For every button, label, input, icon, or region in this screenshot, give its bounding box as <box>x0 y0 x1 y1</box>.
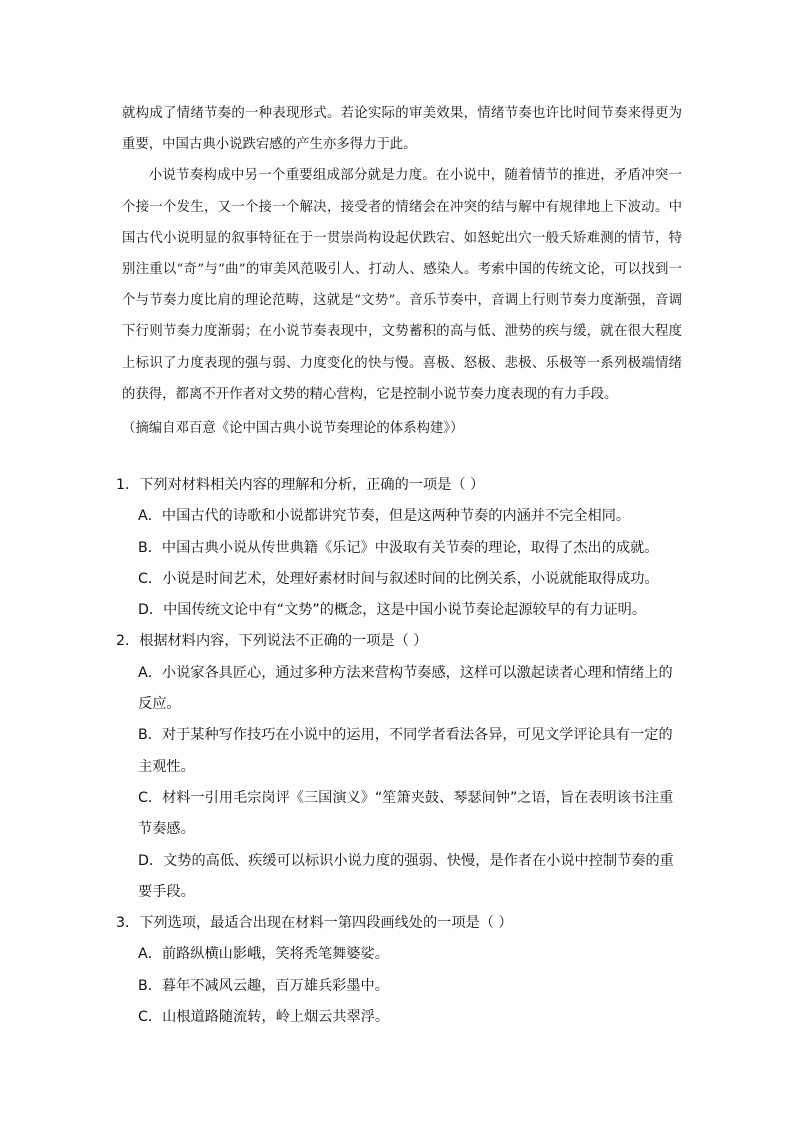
passage-paragraph-1: 就构成了情绪节奏的一种表现形式。若论实际的审美效果，情绪节奏也许比时间节奏来得更为重要，中国古典小说跌宕感的产生亦多得力于此。 <box>122 106 682 153</box>
question-stem: 3．下列选项，最适合出现在材料一第四段画线处的一项是（ ） <box>116 915 513 932</box>
option-c: C．材料一引用毛宗岗评《三国演义》“笙箫夹鼓、琴瑟间钟”之语，旨在表明该书注重节奏感。 <box>138 789 674 838</box>
passage-paragraph-2: 小说节奏构成中另一个重要组成部分就是力度。在小说中，随着情节的推进，矛盾冲突一个接一个发生，又一个接一个解决，接受者的情绪会在冲突的结与解中有规律地上下波动。中国古代小说明显的叙事特征在于一贯崇尚构设起伏跌宕、如怒蛇出穴一般夭矫难测的情节，特别注重以“奇”与“曲”的审美风范吸引人、打动人、感染人。考索中国的传统文论，可以找到一个与节奏力度比肩的理论范畴，这就是“文势”。音乐节奏中，音调上行则节奏力度渐强，音调下行则节奏力度渐弱；在小说节奏表现中，文势蓄积的高与低、泄势的疾与缓，就在很大程度上标识了力度表现的强与弱、力度变化的快与慢。喜极、怒极、悲极、乐极等一系列极端情绪的获得，都离不开作者对文势的精心营构，它是控制小说节奏力度表现的有力手段。 <box>122 168 682 402</box>
passage-source: （摘编自邓百意《论中国古典小说节奏理论的体系构建》） <box>122 421 464 437</box>
option-d: D．文势的高低、疾缓可以标识小说力度的强弱、快慢，是作者在小说中控制节奏的重要手段。 <box>138 852 674 900</box>
option-a: A．小说家各具匠心，通过多种方法来营构节奏感，这样可以激起读者心理和情绪上的反应。 <box>138 664 673 713</box>
question-2 <box>116 626 676 908</box>
question-stem: 2．根据材料内容，下列说法不正确的一项是（ ） <box>116 633 428 650</box>
option-c: C．山根道路随流转，岭上烟云共翠浮。 <box>138 1009 390 1026</box>
option-d: D．中国传统文论中有“文势”的概念，这是中国小说节奏论起源较早的有力证明。 <box>138 602 647 619</box>
question-3 <box>116 908 676 1033</box>
question-1 <box>116 470 676 626</box>
reading-passage <box>122 98 682 444</box>
question-stem: 1．下列对材料相关内容的理解和分析，正确的一项是（ ） <box>116 477 485 493</box>
option-a: A．中国古代的诗歌和小说都讲究节奏，但是这两种节奏的内涵并不完全相同。 <box>138 508 631 525</box>
question-list <box>116 470 676 1033</box>
option-b: B．中国古典小说从传世典籍《乐记》中汲取有关节奏的理论，取得了杰出的成就。 <box>138 539 659 556</box>
option-a: A．前路纵横山影峨，笑将秃笔舞婆娑。 <box>138 946 389 963</box>
option-b: B．对于某种写作技巧在小说中的运用，不同学者看法各异，可见文学评论具有一定的主观性。 <box>138 727 673 775</box>
option-c: C．小说是时间艺术，处理好素材时间与叙述时间的比例关系，小说就能取得成功。 <box>138 570 659 587</box>
option-b: B．暮年不减风云趣，百万雄兵彩墨中。 <box>138 977 389 994</box>
